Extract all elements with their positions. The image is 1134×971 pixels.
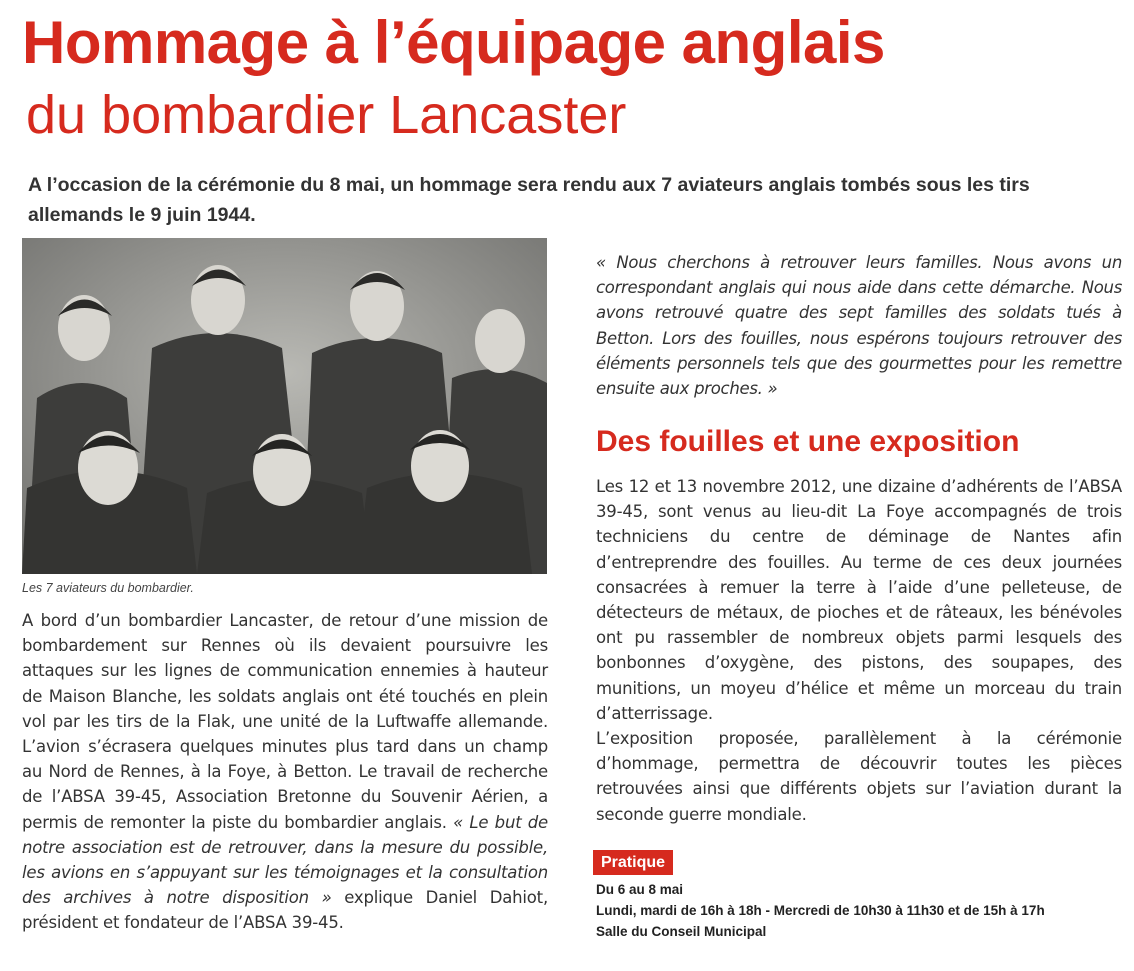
left-paragraph-quote: « Le but de notre association est de retrouver, dans la mesure du possible, les avions en s’appuyant sur les témoignages et la consultation des archives à notre disposition » (22, 812, 548, 908)
excavation-paragraph: Les 12 et 13 novembre 2012, une dizaine d’adhérents de l’ABSA 39-45, sont venus au lieu-dit La Foye accompagnés de trois techniciens du centre de déminage de Nantes afin d’entreprendre des fouilles. Au terme de ces deux journées consacrées à remuer la terre à l’aide d’une pelleteuse, de détecteurs de métaux, de pioches et de râteaux, les bénévoles ont pu rassembler de nombreux objets parmi lesquels des bonbonnes d’oxygène, des pistons, des soupapes, des munitions, un moyeu d’hélice et même un morceau du train d’atterrissage. (596, 477, 1122, 723)
pratique-dates: Du 6 au 8 mai (596, 882, 684, 897)
pratique-hours: Lundi, mardi de 16h à 18h - Mercredi de 10h30 à 11h30 et de 15h à 17h (596, 903, 1045, 918)
crew-photo-illustration (22, 238, 547, 574)
exhibition-paragraph: L’exposition proposée, parallèlement à la cérémonie d’hommage, permettra de découvrir toutes les pièces retrouvées ainsi que différents objets sur l’aviation durant la seconde guerre mondiale. (596, 729, 1122, 824)
headline-line-1: Hommage à l’équipage anglais (22, 9, 885, 76)
left-paragraph-tail: explique Daniel Dahiot, président et fondateur de l’ABSA 39-45. (22, 888, 548, 933)
pratique-venue: Salle du Conseil Municipal (596, 924, 767, 939)
lead-paragraph: A l’occasion de la cérémonie du 8 mai, un hommage sera rendu aux 7 aviateurs anglais tombés sous les tirs allemands le 9 juin 1944. (28, 174, 1030, 226)
headline-line-2: du bombardier Lancaster (26, 85, 627, 145)
left-column-paragraph (22, 608, 548, 936)
left-paragraph-text: A bord d’un bombardier Lancaster, de retour d’une mission de bombardement sur Rennes où ils devaient poursuivre les attaques sur les lignes de communication ennemies à hauteur de Maison Blanche, les soldats anglais ont été touchés en plein vol par les tirs de la Flak, une unité de la Luftwaffe allemande. L’avion s’écrasera quelques minutes plus tard dans un champ au Nord de Rennes, à la Foye, à Betton. Le travail de recherche de l’ABSA 39-45, Association Bretonne du Souvenir Aérien, a permis de remonter la piste du bombardier anglais. (22, 611, 548, 832)
photo-caption: Les 7 aviateurs du bombardier. (22, 581, 194, 595)
section-heading: Des fouilles et une exposition (596, 425, 1020, 458)
crew-photo (22, 238, 547, 574)
pratique-label: Pratique (593, 850, 673, 875)
family-quote: « Nous cherchons à retrouver leurs familles. Nous avons un correspondant anglais qui nous aide dans cette démarche. Nous avons retrouvé quatre des sept familles des soldats tués à Betton. Lors des fouilles, nous espérons toujours retrouver des éléments personnels tels que des gourmettes pour les remettre ensuite aux proches. » (596, 253, 1122, 399)
